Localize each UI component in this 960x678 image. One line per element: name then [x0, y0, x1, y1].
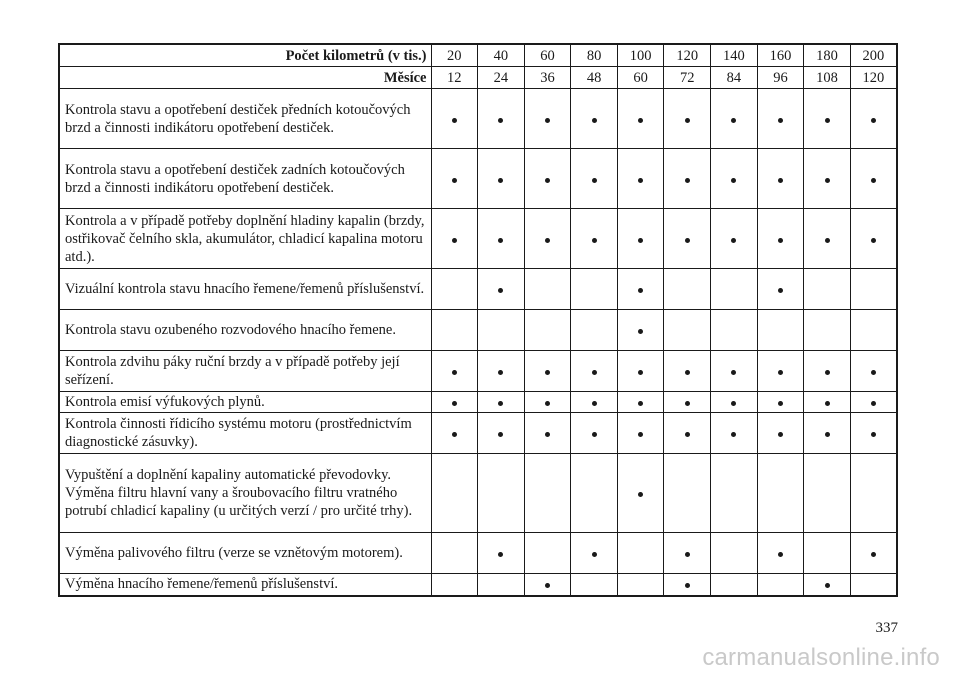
km-cell: 120 — [664, 44, 711, 67]
check-dot-icon — [545, 583, 550, 588]
interval-cell — [757, 392, 804, 413]
table-row — [59, 392, 897, 413]
interval-cell — [571, 574, 618, 596]
check-dot-icon — [778, 552, 783, 557]
table-row — [59, 89, 897, 149]
table-row — [59, 269, 897, 310]
check-dot-icon — [871, 432, 876, 437]
interval-cell — [478, 351, 525, 392]
check-dot-icon — [778, 288, 783, 293]
months-cell: 48 — [571, 67, 618, 89]
interval-cell — [617, 310, 664, 351]
interval-cell — [478, 149, 525, 209]
interval-cell — [664, 310, 711, 351]
interval-cell — [571, 149, 618, 209]
interval-cell — [571, 269, 618, 310]
interval-cell — [431, 310, 478, 351]
interval-cell — [524, 209, 571, 269]
interval-cell — [850, 269, 897, 310]
interval-cell — [571, 89, 618, 149]
months-label: Měsíce — [59, 67, 431, 89]
task-description: Kontrola a v případě potřeby doplnění hladiny kapalin (brzdy, ostřikovač čelního skla, akumulátor, chladicí kapalina motoru atd.). — [59, 209, 431, 269]
check-dot-icon — [871, 118, 876, 123]
check-dot-icon — [498, 552, 503, 557]
interval-cell — [711, 209, 758, 269]
check-dot-icon — [825, 118, 830, 123]
km-cell: 40 — [478, 44, 525, 67]
km-cell: 20 — [431, 44, 478, 67]
interval-cell — [711, 149, 758, 209]
table-row — [59, 574, 897, 596]
interval-cell — [571, 454, 618, 533]
interval-cell — [524, 351, 571, 392]
interval-cell — [524, 149, 571, 209]
check-dot-icon — [498, 401, 503, 406]
interval-cell — [711, 413, 758, 454]
check-dot-icon — [731, 401, 736, 406]
interval-cell — [431, 413, 478, 454]
interval-cell — [617, 149, 664, 209]
check-dot-icon — [592, 432, 597, 437]
check-dot-icon — [592, 401, 597, 406]
interval-cell — [711, 392, 758, 413]
header-row-km — [59, 44, 897, 67]
interval-cell — [850, 209, 897, 269]
check-dot-icon — [685, 118, 690, 123]
km-cell: 180 — [804, 44, 851, 67]
interval-cell — [757, 574, 804, 596]
interval-cell — [757, 413, 804, 454]
check-dot-icon — [638, 118, 643, 123]
interval-cell — [571, 209, 618, 269]
interval-cell — [571, 413, 618, 454]
table-row — [59, 149, 897, 209]
interval-cell — [850, 89, 897, 149]
task-description: Kontrola stavu a opotřebení destiček zadních kotoučových brzd a činnosti indikátoru opotřebení destiček. — [59, 149, 431, 209]
km-cell: 200 — [850, 44, 897, 67]
interval-cell — [804, 533, 851, 574]
check-dot-icon — [545, 178, 550, 183]
interval-cell — [431, 351, 478, 392]
months-cell: 96 — [757, 67, 804, 89]
check-dot-icon — [825, 583, 830, 588]
interval-cell — [571, 310, 618, 351]
check-dot-icon — [452, 178, 457, 183]
check-dot-icon — [731, 178, 736, 183]
check-dot-icon — [638, 492, 643, 497]
interval-cell — [431, 89, 478, 149]
months-cell: 108 — [804, 67, 851, 89]
km-cell: 140 — [711, 44, 758, 67]
interval-cell — [617, 533, 664, 574]
check-dot-icon — [778, 178, 783, 183]
interval-cell — [664, 574, 711, 596]
check-dot-icon — [778, 370, 783, 375]
km-cell: 60 — [524, 44, 571, 67]
interval-cell — [664, 351, 711, 392]
interval-cell — [804, 454, 851, 533]
km-cell: 80 — [571, 44, 618, 67]
check-dot-icon — [452, 432, 457, 437]
interval-cell — [431, 574, 478, 596]
maintenance-schedule-table — [58, 43, 898, 597]
check-dot-icon — [498, 288, 503, 293]
check-dot-icon — [545, 238, 550, 243]
interval-cell — [804, 574, 851, 596]
km-label: Počet kilometrů (v tis.) — [59, 44, 431, 67]
check-dot-icon — [825, 238, 830, 243]
interval-cell — [524, 392, 571, 413]
interval-cell — [431, 149, 478, 209]
interval-cell — [617, 574, 664, 596]
interval-cell — [617, 454, 664, 533]
interval-cell — [478, 392, 525, 413]
interval-cell — [431, 269, 478, 310]
interval-cell — [478, 209, 525, 269]
check-dot-icon — [685, 552, 690, 557]
interval-cell — [757, 209, 804, 269]
interval-cell — [804, 149, 851, 209]
interval-cell — [757, 269, 804, 310]
months-cell: 12 — [431, 67, 478, 89]
check-dot-icon — [871, 178, 876, 183]
page-number: 337 — [875, 620, 898, 636]
check-dot-icon — [685, 401, 690, 406]
months-cell: 120 — [850, 67, 897, 89]
check-dot-icon — [592, 238, 597, 243]
task-description: Kontrola stavu ozubeného rozvodového hnacího řemene. — [59, 310, 431, 351]
check-dot-icon — [685, 370, 690, 375]
interval-cell — [524, 413, 571, 454]
interval-cell — [804, 209, 851, 269]
check-dot-icon — [731, 118, 736, 123]
interval-cell — [711, 574, 758, 596]
task-description: Vizuální kontrola stavu hnacího řemene/řemenů příslušenství. — [59, 269, 431, 310]
months-cell: 84 — [711, 67, 758, 89]
check-dot-icon — [592, 552, 597, 557]
check-dot-icon — [452, 401, 457, 406]
check-dot-icon — [638, 238, 643, 243]
interval-cell — [711, 454, 758, 533]
interval-cell — [524, 89, 571, 149]
interval-cell — [711, 310, 758, 351]
interval-cell — [617, 209, 664, 269]
interval-cell — [664, 413, 711, 454]
interval-cell — [431, 533, 478, 574]
km-cell: 160 — [757, 44, 804, 67]
check-dot-icon — [638, 329, 643, 334]
task-description: Kontrola zdvihu páky ruční brzdy a v případě potřeby její seřízení. — [59, 351, 431, 392]
table-row — [59, 533, 897, 574]
interval-cell — [478, 454, 525, 533]
interval-cell — [524, 574, 571, 596]
interval-cell — [711, 89, 758, 149]
months-cell: 72 — [664, 67, 711, 89]
check-dot-icon — [871, 238, 876, 243]
table-row — [59, 454, 897, 533]
interval-cell — [664, 454, 711, 533]
interval-cell — [524, 310, 571, 351]
task-description: Kontrola činnosti řídicího systému motoru (prostřednictvím diagnostické zásuvky). — [59, 413, 431, 454]
check-dot-icon — [498, 238, 503, 243]
task-description: Kontrola emisí výfukových plynů. — [59, 392, 431, 413]
check-dot-icon — [638, 288, 643, 293]
interval-cell — [664, 392, 711, 413]
check-dot-icon — [778, 401, 783, 406]
check-dot-icon — [731, 432, 736, 437]
task-description: Vypuštění a doplnění kapaliny automatické převodovky. Výměna filtru hlavní vany a šroubovacího filtru vratného potrubí chladicí kapaliny (u určitých verzí / pro určité trhy). — [59, 454, 431, 533]
interval-cell — [711, 533, 758, 574]
check-dot-icon — [498, 370, 503, 375]
check-dot-icon — [685, 583, 690, 588]
table-row — [59, 209, 897, 269]
check-dot-icon — [452, 370, 457, 375]
task-description: Výměna hnacího řemene/řemenů příslušenství. — [59, 574, 431, 596]
interval-cell — [478, 269, 525, 310]
interval-cell — [711, 269, 758, 310]
interval-cell — [850, 454, 897, 533]
check-dot-icon — [871, 401, 876, 406]
check-dot-icon — [731, 370, 736, 375]
check-dot-icon — [638, 370, 643, 375]
interval-cell — [804, 351, 851, 392]
check-dot-icon — [825, 401, 830, 406]
task-description: Výměna palivového filtru (verze se vznětovým motorem). — [59, 533, 431, 574]
check-dot-icon — [825, 432, 830, 437]
check-dot-icon — [452, 118, 457, 123]
interval-cell — [524, 533, 571, 574]
interval-cell — [571, 351, 618, 392]
interval-cell — [478, 574, 525, 596]
months-cell: 36 — [524, 67, 571, 89]
interval-cell — [524, 269, 571, 310]
interval-cell — [664, 269, 711, 310]
interval-cell — [478, 310, 525, 351]
check-dot-icon — [498, 432, 503, 437]
interval-cell — [757, 351, 804, 392]
check-dot-icon — [638, 178, 643, 183]
check-dot-icon — [498, 178, 503, 183]
interval-cell — [431, 209, 478, 269]
check-dot-icon — [592, 370, 597, 375]
check-dot-icon — [685, 178, 690, 183]
header-row-months — [59, 67, 897, 89]
interval-cell — [664, 89, 711, 149]
interval-cell — [757, 149, 804, 209]
check-dot-icon — [545, 401, 550, 406]
months-cell: 24 — [478, 67, 525, 89]
interval-cell — [850, 310, 897, 351]
check-dot-icon — [452, 238, 457, 243]
check-dot-icon — [638, 401, 643, 406]
interval-cell — [617, 269, 664, 310]
check-dot-icon — [685, 238, 690, 243]
months-cell: 60 — [617, 67, 664, 89]
check-dot-icon — [592, 178, 597, 183]
check-dot-icon — [731, 238, 736, 243]
task-description: Kontrola stavu a opotřebení destiček předních kotoučových brzd a činnosti indikátoru opotřebení destiček. — [59, 89, 431, 149]
interval-cell — [850, 413, 897, 454]
interval-cell — [617, 89, 664, 149]
interval-cell — [850, 392, 897, 413]
interval-cell — [478, 89, 525, 149]
interval-cell — [804, 89, 851, 149]
interval-cell — [804, 392, 851, 413]
check-dot-icon — [778, 118, 783, 123]
table-row — [59, 310, 897, 351]
interval-cell — [850, 149, 897, 209]
interval-cell — [804, 413, 851, 454]
check-dot-icon — [778, 238, 783, 243]
interval-cell — [850, 351, 897, 392]
check-dot-icon — [498, 118, 503, 123]
interval-cell — [478, 413, 525, 454]
check-dot-icon — [638, 432, 643, 437]
check-dot-icon — [545, 432, 550, 437]
interval-cell — [711, 351, 758, 392]
interval-cell — [757, 533, 804, 574]
interval-cell — [524, 454, 571, 533]
check-dot-icon — [825, 178, 830, 183]
interval-cell — [850, 533, 897, 574]
interval-cell — [617, 392, 664, 413]
interval-cell — [804, 269, 851, 310]
interval-cell — [664, 209, 711, 269]
km-cell: 100 — [617, 44, 664, 67]
interval-cell — [478, 533, 525, 574]
interval-cell — [571, 392, 618, 413]
interval-cell — [571, 533, 618, 574]
interval-cell — [431, 392, 478, 413]
interval-cell — [757, 89, 804, 149]
table-row — [59, 413, 897, 454]
interval-cell — [804, 310, 851, 351]
interval-cell — [757, 454, 804, 533]
check-dot-icon — [545, 118, 550, 123]
check-dot-icon — [592, 118, 597, 123]
interval-cell — [617, 413, 664, 454]
check-dot-icon — [871, 370, 876, 375]
interval-cell — [617, 351, 664, 392]
interval-cell — [664, 533, 711, 574]
interval-cell — [431, 454, 478, 533]
check-dot-icon — [778, 432, 783, 437]
interval-cell — [850, 574, 897, 596]
check-dot-icon — [825, 370, 830, 375]
interval-cell — [664, 149, 711, 209]
check-dot-icon — [545, 370, 550, 375]
watermark: carmanualsonline.info — [702, 644, 940, 671]
interval-cell — [757, 310, 804, 351]
check-dot-icon — [871, 552, 876, 557]
table-row — [59, 351, 897, 392]
check-dot-icon — [685, 432, 690, 437]
